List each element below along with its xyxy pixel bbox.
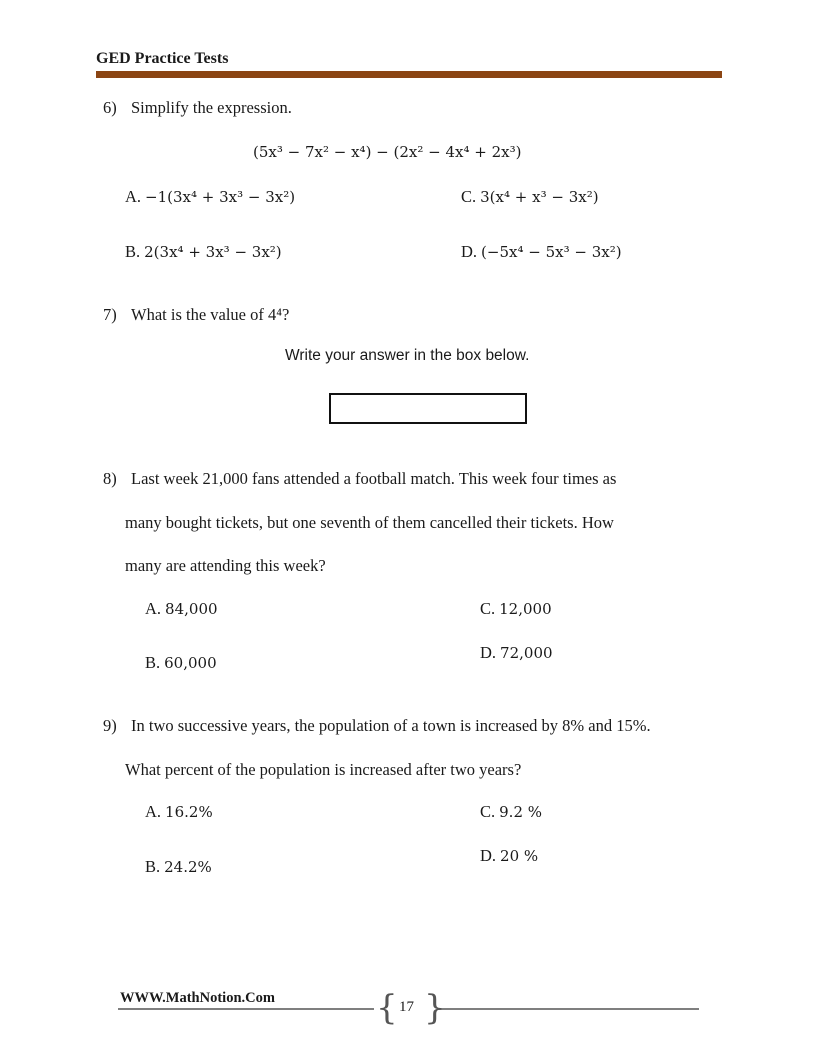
answer-box[interactable] <box>329 393 527 424</box>
footer-website: WWW.MathNotion.Com <box>120 990 275 1006</box>
option-value: 72,000 <box>500 644 553 662</box>
option-letter: C. <box>461 187 477 206</box>
option-8b[interactable] <box>145 653 217 673</box>
option-value: 60,000 <box>164 654 217 672</box>
option-value: 3(x⁴ + x³ − 3x²) <box>480 188 599 206</box>
question-text-line-2: many bought tickets, but one seventh of them cancelled their tickets. How <box>125 513 614 532</box>
question-number: 9) <box>103 716 117 735</box>
question-number: 6) <box>103 98 117 117</box>
option-9c[interactable] <box>480 802 542 822</box>
option-6d[interactable] <box>461 242 622 262</box>
option-8d[interactable] <box>480 643 553 663</box>
question-6 <box>103 98 292 118</box>
footer-rule-right <box>437 1008 699 1010</box>
option-9d[interactable] <box>480 846 538 866</box>
page-header-title: GED Practice Tests <box>96 50 229 67</box>
option-value: 12,000 <box>499 600 552 618</box>
question-8 <box>103 469 616 489</box>
option-letter: B. <box>145 653 161 672</box>
option-value: 84,000 <box>165 600 218 618</box>
option-value: 20 % <box>500 847 539 865</box>
option-letter: C. <box>480 599 496 618</box>
header-divider <box>96 71 722 78</box>
option-value: 16.2% <box>165 803 213 821</box>
option-9a[interactable] <box>145 802 213 822</box>
option-letter: A. <box>145 802 162 821</box>
question-number: 8) <box>103 469 117 488</box>
option-letter: B. <box>125 242 141 261</box>
option-8c[interactable] <box>480 599 552 619</box>
question-text-line-2: What percent of the population is increased after two years? <box>125 760 522 779</box>
right-brace-icon: } <box>424 988 446 1028</box>
question-text-line-1: In two successive years, the population of a town is increased by 8% and 15%. <box>131 716 651 735</box>
question-6-expression: (5x³ − 7x² − x⁴) − (2x² − 4x⁴ + 2x³) <box>253 143 522 161</box>
option-letter: D. <box>480 846 497 865</box>
option-letter: A. <box>145 599 162 618</box>
option-value: 9.2 % <box>499 803 543 821</box>
footer-rule-left <box>118 1008 374 1010</box>
option-value: 24.2% <box>164 858 212 876</box>
question-text: Simplify the expression. <box>131 98 292 117</box>
option-value: 2(3x⁴ + 3x³ − 3x²) <box>144 243 282 261</box>
page-number: 17 <box>399 999 414 1015</box>
question-text: What is the value of 4⁴? <box>131 305 290 324</box>
option-9b[interactable] <box>145 857 212 877</box>
question-text-line-3: many are attending this week? <box>125 556 326 575</box>
question-9 <box>103 716 651 736</box>
option-letter: A. <box>125 187 142 206</box>
option-8a[interactable] <box>145 599 218 619</box>
option-6b[interactable] <box>125 242 282 262</box>
left-brace-icon: { <box>376 988 398 1028</box>
option-6c[interactable] <box>461 187 599 207</box>
question-number: 7) <box>103 305 117 324</box>
question-7 <box>103 305 289 325</box>
option-letter: B. <box>145 857 161 876</box>
option-letter: C. <box>480 802 496 821</box>
answer-instruction: Write your answer in the box below. <box>285 347 530 364</box>
question-text-line-1: Last week 21,000 fans attended a football match. This week four times as <box>131 469 617 488</box>
option-6a[interactable] <box>125 187 295 207</box>
option-letter: D. <box>480 643 497 662</box>
option-value: −1(3x⁴ + 3x³ − 3x²) <box>145 188 296 206</box>
option-value: (−5x⁴ − 5x³ − 3x²) <box>481 243 622 261</box>
option-letter: D. <box>461 242 478 261</box>
